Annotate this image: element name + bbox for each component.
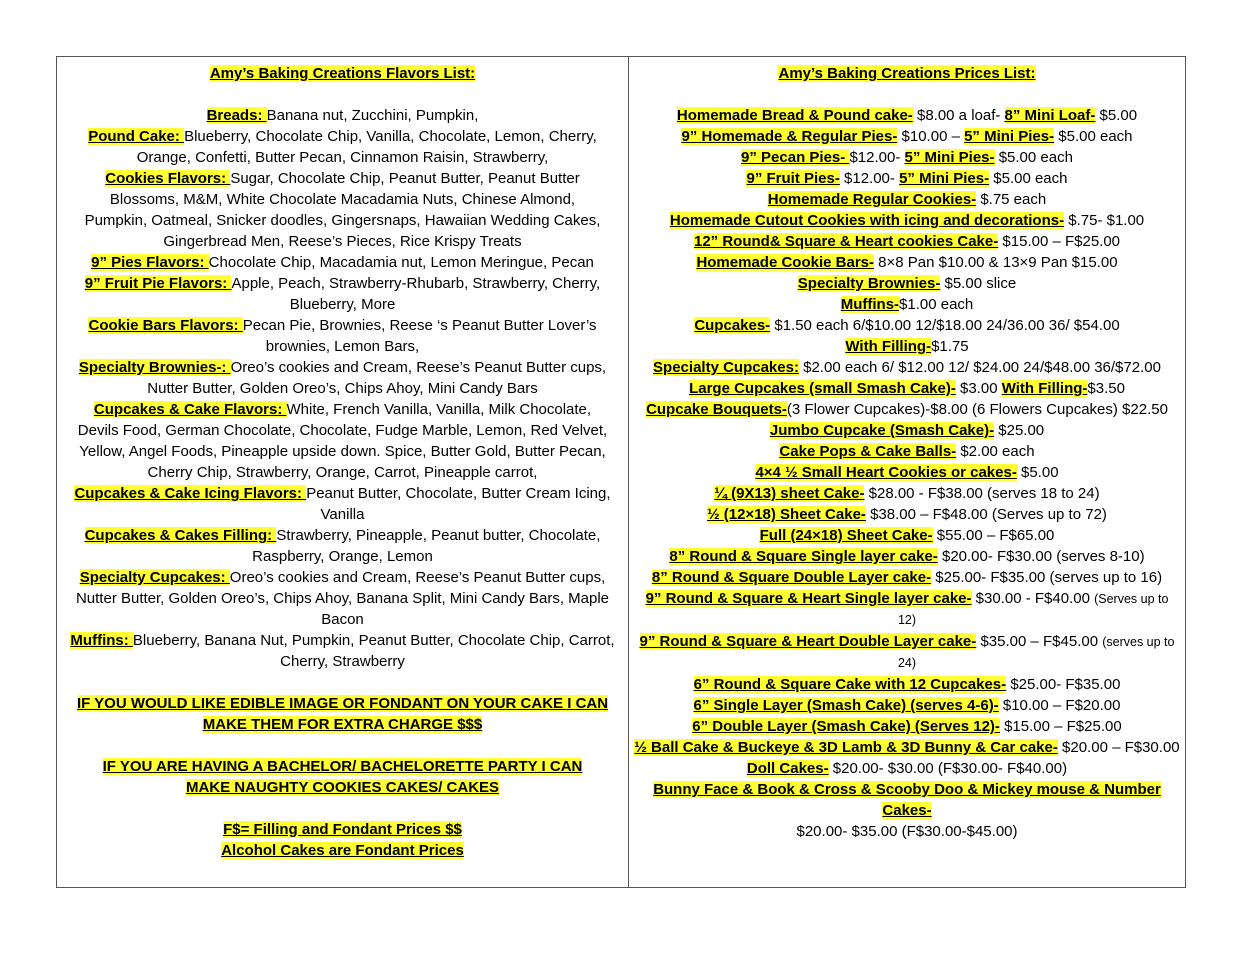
price-row-fruit: 9” Fruit Pies- $12.00- 5” Mini Pies- $5.00 each xyxy=(746,170,1068,187)
icing-line: Cupcakes & Cake Icing Flavors: Peanut Butter, Chocolate, Butter Cream Icing, xyxy=(74,485,611,502)
pound-cake-line: Pound Cake: Blueberry, Chocolate Chip, Vanilla, Chocolate, Lemon, Cherry, xyxy=(88,128,597,145)
price-row-quarter-sheet: ¼ (9X13) sheet Cake- $28.00 - F$38.00 (serves 18 to 24) xyxy=(714,485,1100,502)
prices-column xyxy=(629,57,1185,887)
price-row-half-sheet: ½ (12×18) Sheet Cake- $38.00 – F$48.00 (Serves up to 72) xyxy=(707,506,1107,523)
price-row-specialty-cupcakes: Specialty Cupcakes: $2.00 each 6/ $12.00 12/ $24.00 24/$48.00 36/$72.00 xyxy=(653,359,1161,376)
filling-line-2: Raspberry, Orange, Lemon xyxy=(252,548,433,565)
cookies-line-3: Pumpkin, Oatmeal, Snicker doodles, Gingersnaps, Hawaiian Wedding Cakes, xyxy=(84,212,601,229)
price-row-9-single: 9” Round & Square & Heart Single layer cake- $30.00 - F$40.00 (Serves up to xyxy=(645,590,1169,607)
fruit-pie-line: 9” Fruit Pie Flavors: Apple, Peach, Strawberry-Rhubarb, Strawberry, Cherry, xyxy=(84,275,601,292)
party-note: IF YOU ARE HAVING A BACHELOR/ BACHELORETTE PARTY I CAN MAKE NAUGHTY COOKIES CAKES/ CAKES xyxy=(102,758,583,796)
price-row-large-cupcakes: Large Cupcakes (small Smash Cake)- $3.00 With Filling-$3.50 xyxy=(689,380,1125,397)
cake-flavors-line-2: Devils Food, German Chocolate, Chocolate, Fudge Marble, Lemon, Red Velvet, xyxy=(77,422,608,439)
price-row-character-cakes: Bunny Face & Book & Cross & Scooby Doo & Mickey mouse & Number xyxy=(653,781,1161,798)
price-row-character-cakes-price: $20.00- $35.00 (F$30.00-$45.00) xyxy=(796,823,1018,840)
cake-flavors-line: Cupcakes & Cake Flavors: White, French Vanilla, Vanilla, Milk Chocolate, xyxy=(93,401,592,418)
price-row-cupcakes: Cupcakes- $1.50 each 6/$10.00 12/$18.00 24/36.00 36/ $54.00 xyxy=(694,317,1120,334)
brownies-line-2: Nutter Butter, Golden Oreo’s, Chips Ahoy, Mini Candy Bars xyxy=(147,380,538,397)
prices-title: Amy’s Baking Creations Prices List: xyxy=(778,65,1036,82)
price-row-cutout-cookies: Homemade Cutout Cookies with icing and decorations- $.75- $1.00 xyxy=(669,212,1145,229)
flavors-column xyxy=(57,57,629,887)
price-row-brownies: Specialty Brownies- $5.00 slice xyxy=(797,275,1017,292)
price-row-with-filling: With Filling-$1.75 xyxy=(845,338,969,355)
cake-flavors-line-3: Yellow, Angel Foods, Pineapple upside down. Spice, Butter Gold, Butter Pecan, xyxy=(79,443,606,460)
price-row-6-double: 6” Double Layer (Smash Cake) (Serves 12)- $15.00 – F$25.00 xyxy=(692,718,1122,735)
price-row-cake-pops: Cake Pops & Cake Balls- $2.00 each xyxy=(779,443,1035,460)
price-row-heart-cookies: 4×4 ½ Small Heart Cookies or cakes- $5.00 xyxy=(755,464,1059,481)
cookies-line-2: Blossoms, M&M, White Chocolate Macadamia Nuts, Chinese Almond, xyxy=(109,191,576,208)
edible-image-note: IF YOU WOULD LIKE EDIBLE IMAGE OR FONDANT ON YOUR CAKE I CAN MAKE THEM FOR EXTRA CHARGE $$$ xyxy=(76,695,609,733)
cookies-line-4: Gingerbread Men, Reese’s Pieces, Rice Krispy Treats xyxy=(163,233,522,250)
price-row-character-cakes-2: Cakes- xyxy=(882,802,932,819)
price-row-pecan: 9” Pecan Pies- $12.00- 5” Mini Pies- $5.00 each xyxy=(741,149,1073,166)
cookie-bars-line: Cookie Bars Flavors: Pecan Pie, Brownies, Reese ‘s Peanut Butter Lover’s xyxy=(88,317,597,334)
price-row-bouquets: Cupcake Bouquets-(3 Flower Cupcakes)-$8.00 (6 Flowers Cupcakes) $22.50 xyxy=(646,401,1168,418)
flavors-title: Amy’s Baking Creations Flavors List: xyxy=(209,65,476,82)
alcohol-note: Alcohol Cakes are Fondant Prices xyxy=(221,842,464,859)
price-row-ball-cake: ½ Ball Cake & Buckeye & 3D Lamb & 3D Bunny & Car cake- $20.00 – F$30.00 xyxy=(634,739,1180,756)
cookies-line: Cookies Flavors: Sugar, Chocolate Chip, Peanut Butter, Peanut Butter xyxy=(105,170,580,187)
price-row-bread: Homemade Bread & Pound cake- $8.00 a loaf- 8” Mini Loaf- $5.00 xyxy=(676,107,1138,124)
pies-line: 9” Pies Flavors: Chocolate Chip, Macadamia nut, Lemon Meringue, Pecan xyxy=(91,254,594,271)
price-row-9-double-serves: 24) xyxy=(897,656,917,670)
filling-line: Cupcakes & Cakes Filling: Strawberry, Pineapple, Peanut butter, Chocolate, xyxy=(84,527,601,544)
specialty-cupcakes-line-3: Bacon xyxy=(321,611,364,628)
price-row-pies: 9” Homemade & Regular Pies- $10.00 – 5” Mini Pies- $5.00 each xyxy=(681,128,1133,145)
price-row-8-single: 8” Round & Square Single layer cake- $20.00- F$30.00 (serves 8-10) xyxy=(669,548,1145,565)
price-row-6-single: 6” Single Layer (Smash Cake) (serves 4-6)- $10.00 – F$20.00 xyxy=(693,697,1121,714)
fs-note: F$= Filling and Fondant Prices $$ xyxy=(223,821,462,838)
pound-cake-line-2: Orange, Confetti, Butter Pecan, Cinnamon Raisin, Strawberry, xyxy=(136,149,549,166)
price-row-regular-cookies: Homemade Regular Cookies- $.75 each xyxy=(767,191,1047,208)
muffins-line: Muffins: Blueberry, Banana Nut, Pumpkin, Peanut Butter, Chocolate Chip, Carrot, xyxy=(70,632,615,649)
price-row-jumbo: Jumbo Cupcake (Smash Cake)- $25.00 xyxy=(769,422,1045,439)
price-row-9-double: 9” Round & Square & Heart Double Layer cake- $35.00 – F$45.00 (serves up to xyxy=(639,633,1175,650)
cake-flavors-line-4: Cherry Chip, Strawberry, Orange, Carrot, Pineapple carrot, xyxy=(147,464,538,481)
price-row-cookie-cake: 12” Round& Square & Heart cookies Cake- $15.00 – F$25.00 xyxy=(693,233,1121,250)
brownies-line: Specialty Brownies-: Oreo’s cookies and Cream, Reese’s Peanut Butter cups, xyxy=(78,359,607,376)
price-row-doll-cakes: Doll Cakes- $20.00- $30.00 (F$30.00- F$40.00) xyxy=(746,760,1068,777)
fruit-pie-line-2: Blueberry, More xyxy=(289,296,396,313)
price-row-full-sheet: Full (24×18) Sheet Cake- $55.00 – F$65.00 xyxy=(759,527,1055,544)
flavors-prices-table xyxy=(56,56,1186,888)
icing-line-2: Vanilla xyxy=(320,506,365,523)
specialty-cupcakes-line: Specialty Cupcakes: Oreo’s cookies and Cream, Reese’s Peanut Butter cups, xyxy=(79,569,606,586)
price-row-9-single-serves: 12) xyxy=(897,613,917,627)
muffins-line-2: Cherry, Strawberry xyxy=(280,653,405,670)
price-row-cookie-bars: Homemade Cookie Bars- 8×8 Pan $10.00 & 13×9 Pan $15.00 xyxy=(696,254,1118,271)
specialty-cupcakes-line-2: Nutter Butter, Golden Oreo’s, Chips Ahoy, Banana Split, Mini Candy Bars, Maple xyxy=(75,590,610,607)
price-row-6-with-cupcakes: 6” Round & Square Cake with 12 Cupcakes- $25.00- F$35.00 xyxy=(693,676,1121,693)
breads-line: Breads: Banana nut, Zucchini, Pumpkin, xyxy=(206,107,479,124)
price-row-muffins: Muffins-$1.00 each xyxy=(840,296,974,313)
price-row-8-double: 8” Round & Square Double Layer cake- $25.00- F$35.00 (serves up to 16) xyxy=(651,569,1163,586)
cookie-bars-line-2: brownies, Lemon Bars, xyxy=(265,338,420,355)
